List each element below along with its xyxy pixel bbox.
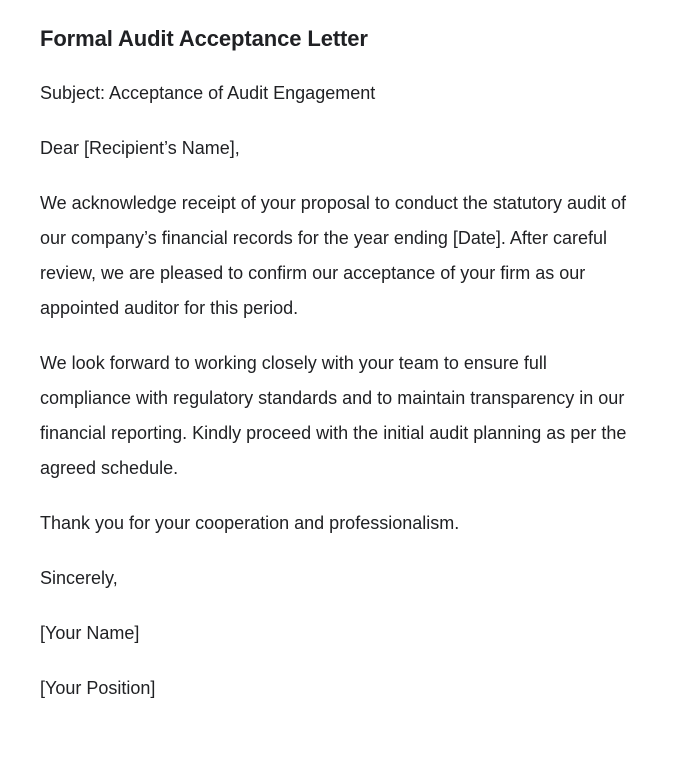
signature-position: [Your Position]: [40, 678, 156, 698]
body-paragraph-3: Thank you for your cooperation and professionalism.: [40, 513, 460, 533]
page-title: Formal Audit Acceptance Letter: [40, 26, 368, 51]
body-paragraph-1: We acknowledge receipt of your proposal to conduct the statutory audit of our company’s financial records for the year ending [Date]. After careful review, we are pleased to confirm our acceptance of your firm as our appointed auditor for this period.: [40, 193, 627, 318]
salutation: Dear [Recipient’s Name],: [40, 138, 240, 158]
body-paragraph-2: We look forward to working closely with your team to ensure full compliance with regulatory standards and to maintain transparency in our financial reporting. Kindly proceed with the initial audit planning as per the agreed schedule.: [40, 353, 627, 478]
subject-line: Subject: Acceptance of Audit Engagement: [40, 83, 376, 103]
signature-name: [Your Name]: [40, 623, 140, 643]
closing-salutation: Sincerely,: [40, 568, 118, 588]
